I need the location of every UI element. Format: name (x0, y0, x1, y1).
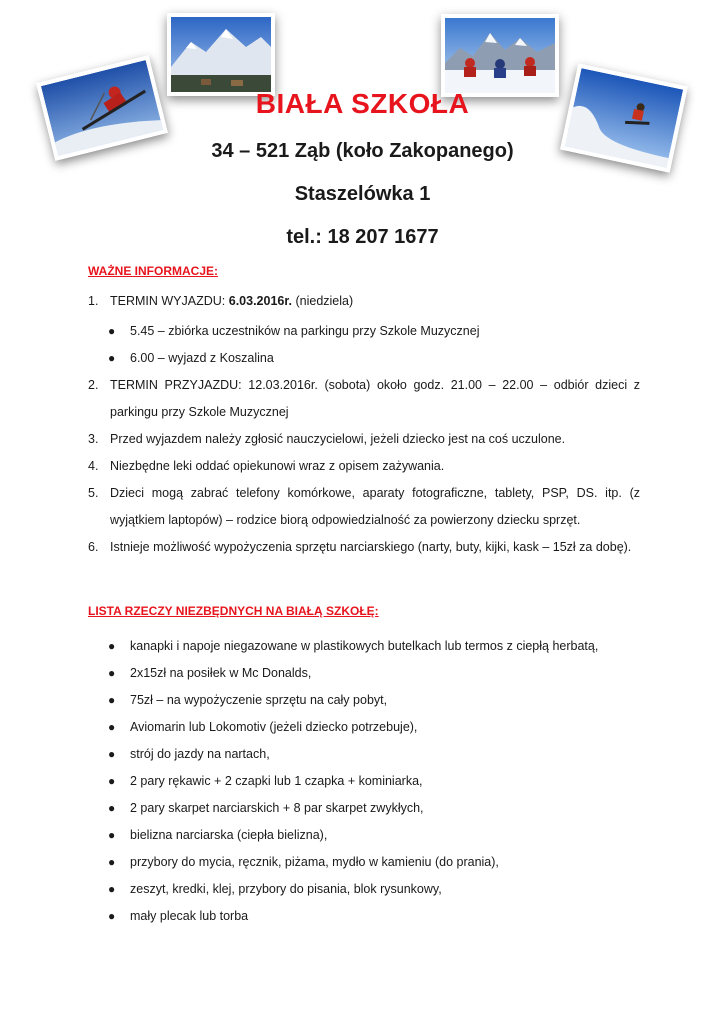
bullet-icon: ● (108, 693, 116, 707)
list-item: ● Aviomarin lub Lokomotiv (jeżeli dziecko potrzebuje), (108, 717, 417, 737)
info-item-4 (88, 453, 640, 480)
item-text: TERMIN PRZYJAZDU: 12.03.2016r. (sobota) około godz. 21.00 – 22.00 – odbiór dzieci z parkingu przy Szkole Muzycznej (110, 378, 640, 419)
departure-label: TERMIN WYJAZDU: (110, 294, 229, 308)
item-text: Przed wyjazdem należy zgłosić nauczycielowi, jeżeli dziecko jest na coś uczulone. (110, 432, 566, 446)
info-item-3 (88, 426, 640, 453)
bullet-icon: ● (108, 882, 116, 896)
item-number: 6. (88, 540, 99, 554)
bullet-icon: ● (108, 666, 116, 680)
list-item: ● przybory do mycia, ręcznik, piżama, mydło w kamieniu (do prania), (108, 852, 499, 872)
list-item: ● 75zł – na wypożyczenie sprzętu na cały pobyt, (108, 690, 387, 710)
item-number: 2. (88, 378, 99, 392)
departure-day: (niedziela) (292, 294, 354, 308)
list-item: ● 2 pary skarpet narciarskich + 8 par skarpet zwykłych, (108, 798, 424, 818)
bullet-icon: ● (108, 324, 116, 338)
item-number: 1. (88, 294, 99, 308)
list-item: ● kanapki i napoje niegazowane w plastikowych butelkach lub termos z ciepłą herbatą, (108, 636, 598, 656)
page-title: BIAŁA SZKOŁA (255, 88, 470, 119)
address-line-2: Staszelówka 1 (294, 183, 431, 205)
bullet-icon: ● (108, 801, 116, 815)
list-item: ● bielizna narciarska (ciepła bielizna), (108, 825, 327, 845)
list-item: ● zeszyt, kredki, klej, przybory do pisania, blok rysunkowy, (108, 879, 442, 899)
item-number: 3. (88, 432, 99, 446)
list-item: ● 2x15zł na posiłek w Mc Donalds, (108, 663, 311, 683)
bullet-icon: ● (108, 828, 116, 842)
skiers-resting-photo (441, 14, 559, 97)
departure-bullet-2 (108, 345, 648, 372)
bullet-icon: ● (108, 351, 116, 365)
mountain-village-photo (167, 13, 275, 96)
bullet-icon: ● (108, 855, 116, 869)
phone-number: tel.: 18 207 1677 (286, 226, 439, 248)
address-line-1: 34 – 521 Ząb (koło Zakopanego) (211, 140, 514, 162)
checklist-heading: LISTA RZECZY NIEZBĘDNYCH NA BIAŁĄ SZKOŁĘ: (88, 604, 379, 618)
info-item-2 (88, 372, 640, 426)
departure-date: 6.03.2016r. (228, 294, 293, 308)
list-item: ● strój do jazdy na nartach, (108, 744, 270, 764)
list-item: ● mały plecak lub torba (108, 906, 248, 926)
info-item-5 (88, 480, 640, 534)
important-info-heading: WAŻNE INFORMACJE: (88, 264, 218, 278)
bullet-text: 6.00 – wyjazd z Koszalina (130, 351, 274, 365)
bullet-icon: ● (108, 720, 116, 734)
bullet-icon: ● (108, 774, 116, 788)
bullet-icon: ● (108, 747, 116, 761)
item-number: 4. (88, 459, 99, 473)
info-item-6 (88, 534, 640, 561)
item-number: 5. (88, 486, 99, 500)
list-item: ● 2 pary rękawic + 2 czapki lub 1 czapka + kominiarka, (108, 771, 423, 791)
item-text: Dzieci mogą zabrać telefony komórkowe, aparaty fotograficzne, tablety, PSP, DS. itp. (z wyjątkiem laptopów) – rodzice biorą odpowiedzialność za powierzony dziecku sprzęt. (110, 486, 640, 527)
bullet-icon: ● (108, 909, 116, 923)
item-text: Niezbędne leki oddać opiekunowi wraz z opisem zażywania. (110, 459, 445, 473)
departure-bullet-1 (108, 318, 648, 345)
item-text: Istnieje możliwość wypożyczenia sprzętu narciarskiego (narty, buty, kijki, kask – 15zł za dobę). (110, 540, 632, 554)
bullet-icon: ● (108, 639, 116, 653)
bullet-text: 5.45 – zbiórka uczestników na parkingu przy Szkole Muzycznej (130, 324, 480, 338)
info-item-1 (88, 288, 640, 315)
